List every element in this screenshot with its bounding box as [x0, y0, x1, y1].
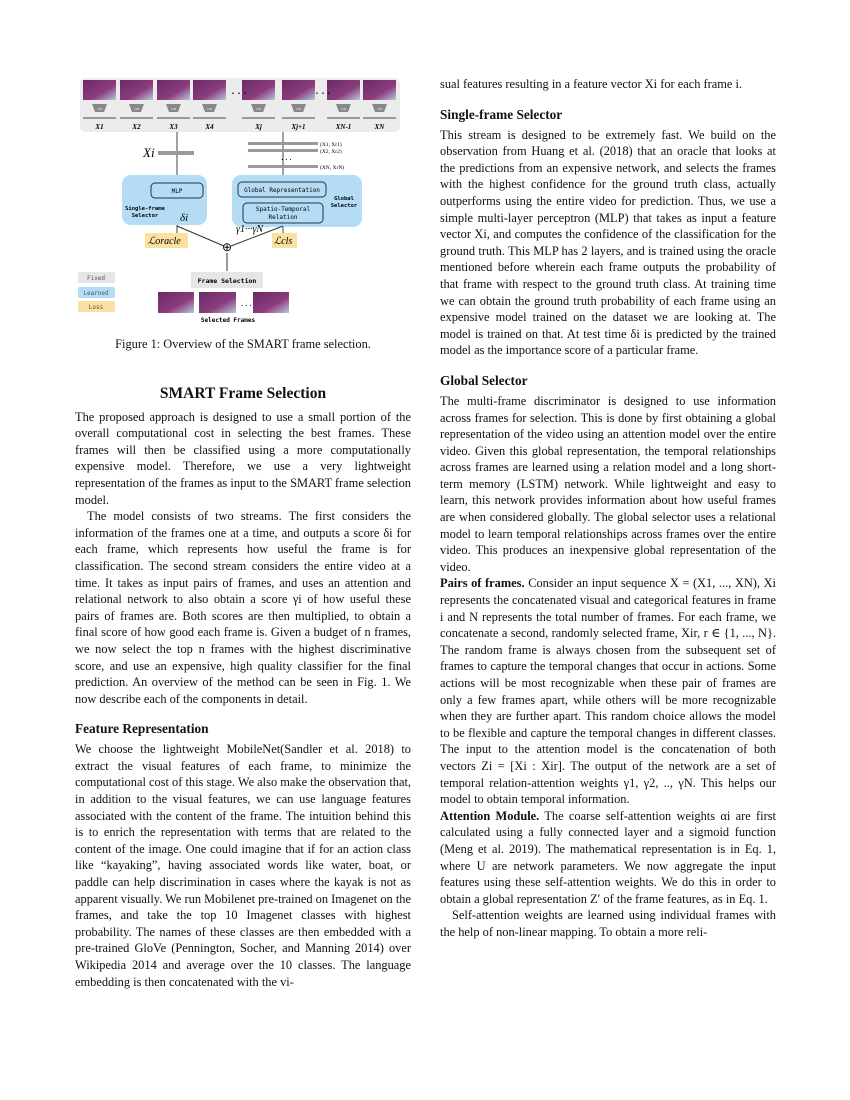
svg-text:ℒoracle: ℒoracle	[148, 236, 181, 247]
selected-frame	[199, 292, 236, 313]
video-frame	[193, 80, 226, 100]
frame-label: X1	[95, 123, 104, 131]
frame-label: X3	[169, 123, 178, 131]
cnn-label: CNN	[255, 107, 262, 111]
cnn-label: CNN	[295, 107, 302, 111]
paragraph: The multi-frame discriminator is designed to use information across frames for selection. This is done by first obtaining a global representation of the video using an attention model over the entire video. Given this global representation, the temporal relationships across frames are learned using a relation model and a long short-term memory (LSTM) network. While lightweight and easy to learn, this network provides information about how useful frames are when considered globally. The global selector uses a relational model to learn temporal relationships across frames over the entire video. This produces an inexpensive global representation of the video.	[440, 393, 776, 574]
cnn-label: CNN	[376, 107, 383, 111]
svg-text:ℒcls: ℒcls	[274, 236, 293, 247]
pair-bar	[248, 149, 318, 152]
xi-label: Xi	[143, 145, 155, 160]
cnn-label: CNN	[133, 107, 140, 111]
pair-label: (X1, Xr1)	[320, 142, 342, 148]
frame-label: XN	[374, 123, 385, 131]
svg-text:Single-frame: Single-frame	[125, 206, 165, 212]
svg-text:Learned: Learned	[83, 290, 109, 297]
frame-label: XN-1	[335, 123, 352, 131]
run-in-heading: Pairs of frames.	[440, 576, 525, 591]
section-title: SMART Frame Selection	[159, 384, 327, 402]
frame-label: Xj	[255, 123, 262, 131]
video-frame	[120, 80, 153, 100]
selected-frame	[253, 292, 289, 313]
selected-frame	[158, 292, 194, 313]
paragraph: Self-attention weights are learned using individual frames with the help of non-linear mapping. To obtain a more reli-	[440, 908, 776, 939]
ellipsis: ...	[230, 86, 249, 97]
frame-label: X2	[132, 123, 141, 131]
paragraph: The model consists of two streams. The first considers the information of the frames one at a time, and outputs a score δi for each frame, which represents how useful the frame is for classification. The second stream considers the entire video at a time. It takes as input pairs of frames, and uses an attention and relational network to also obtain a score γi of how useful these pairs of frames are. Both scores are then multiplied, to obtain a final score of how good each frame is. Given a budget of n frames, we now select the top n frames with the highest discriminative score, and use an expensive, high quality classifier for the final prediction. An overview of the method can be seen in Fig. 1. We now describe each of the components in detail.	[75, 509, 411, 706]
svg-text:Fixed: Fixed	[86, 275, 106, 282]
subsection-heading: Single-frame Selector	[440, 106, 563, 122]
pair-label: (XN, XrN)	[320, 165, 345, 171]
paragraph: This stream is designed to be extremely fast. We build on the observation from Huang et al. (2018) that an oracle that looks at the predictions from an expensive network, and selects the frames with the highest confidence for the ground truth class, actually outperforms using the entire video for prediction. Thus, we use a simple multi-layer perceptron (MLP) that takes as input a feature vector Xi, and computes the confidence of the classification for the ground truth. This MLP has 2 layers, and is trained using the oracle mentioned before wherein each frame outputs the probability of that frame with respect to the ground truth class. At training time we can obtain the ground truth probability of each frame using an expensive model trained on the dataset we are looking at. The model is trained on that. At test time δi is predicted by the trained model as the importance score of a particular frame.	[440, 127, 776, 358]
right-column	[440, 76, 776, 941]
feature-bar	[158, 151, 194, 155]
paragraph: The proposed approach is designed to use a small portion of the overall computational cost in selecting the best frames. These frames will then be classified using a more computationally expensive model. Therefore, we use a very lightweight representation of the frames as input to the SMART frame selection model.	[75, 409, 411, 507]
run-in-heading: Attention Module.	[440, 808, 540, 823]
paragraph: sual features resulting in a feature vector Xi for each frame i.	[440, 77, 743, 91]
pair-bar	[248, 142, 318, 145]
svg-text:...: ...	[240, 300, 253, 308]
cnn-label: CNN	[340, 107, 347, 111]
paragraph-pairs	[440, 575, 776, 807]
combine-icon: ⊕	[221, 240, 233, 254]
svg-text:Global Representation: Global Representation	[244, 187, 320, 194]
video-frame	[157, 80, 190, 100]
video-frame	[83, 80, 116, 100]
video-frame	[363, 80, 396, 100]
subsection-heading: Global Selector	[440, 372, 528, 388]
paragraph: We choose the lightweight MobileNet(Sandler et al. 2018) to extract the visual features of each frame, to minimize the computational cost of this stage. We also make the observation that, in addition to the visual features, we can use language features associated with the content of the frame. The intuition behind this is to enrich the representation with terms that are related to the content of the image. One could imagine that if for an action class like “kayaking”, having associated words like water, boat, or paddle can help discrimination in cases where the kayak is not as apparent visually. We run Mobilenet pre-trained on Imagenet on the frames, and take the top 10 Imagenet classes with highest probability. The names of these classes are then embedded with a pre-trained GloVe (Pennington, Socher, and Manning 2014) over Wikipedia 2014 and average over the 10 classes. The language embedding is then concatenated with the vi-	[75, 742, 411, 989]
feature-bar	[193, 117, 226, 119]
cnn-label: CNN	[96, 107, 103, 111]
pair-label: (X2, Xr2)	[320, 149, 342, 155]
paragraph-text: The coarse self-attention weights αi are first calculated using a fully connected layer and a sigmoid function (Meng et al. 2019). The mathematical representation is in Eq. 1, where U are network parameters. We now aggregate the input features using these self-attention weights. We do this in order to obtain a global representation Z′ of the frame features, as in Eq. 1.	[440, 808, 776, 906]
frame-label: X4	[205, 123, 214, 131]
svg-text:Spatio-Temporal: Spatio-Temporal	[255, 206, 311, 213]
cnn-label: CNN	[170, 107, 177, 111]
ellipsis: ...	[314, 86, 333, 97]
feature-bar	[83, 117, 116, 119]
cnn-label: CNN	[206, 107, 213, 111]
paragraph-attention	[440, 808, 776, 908]
gamma-label: γ1···γN	[236, 224, 264, 235]
paragraph-text: Consider an input sequence X = (X1, ..., XN), Xi represents the concatenated visual and categorical features in frame i and N represents the total number of frames. For each frame, we concatenate a second, randomly selected frame, Xir, r ∈ {1, ..., N}. The random frame is always chosen from the subsequent set of frames to capture the temporal changes that occur in actions. Some actions will be most recognizable when these pair of frames are only a few frames apart, while others will be more recognizable when they are further apart. This random choice allows the model to be flexible and capture the temporal changes in different classes. The input to the attention model is the concatenation of both vectors Zi = [Xi : Xir]. The output of the network are a set of temporal relation-attention weights γ1, γ2, .., γN. This helps our model to obtain temporal information.	[440, 576, 776, 807]
frame-label: Xj+1	[291, 123, 306, 131]
subsection-heading: Feature Representation	[75, 721, 209, 737]
pair-bar	[248, 165, 318, 168]
svg-text:Selector: Selector	[330, 203, 358, 209]
feature-bar	[120, 117, 153, 119]
svg-text:Global: Global	[334, 196, 354, 202]
mlp-label: MLP	[171, 188, 183, 195]
svg-text:Relation: Relation	[268, 214, 298, 221]
feature-bar	[363, 117, 396, 119]
feature-bar	[157, 117, 190, 119]
delta-label: δi	[180, 212, 189, 224]
video-frame	[282, 80, 315, 100]
feature-bar	[242, 117, 275, 119]
svg-text:Frame Selection: Frame Selection	[197, 277, 257, 285]
svg-text:Loss: Loss	[88, 304, 104, 311]
left-column	[75, 336, 411, 990]
figure-caption: Figure 1: Overview of the SMART frame selection.	[115, 337, 371, 351]
svg-text:Selector: Selector	[131, 213, 159, 219]
feature-bar	[282, 117, 315, 119]
ellipsis: ...	[280, 154, 293, 162]
svg-text:Selected Frames: Selected Frames	[200, 317, 256, 324]
feature-bar	[327, 117, 360, 119]
